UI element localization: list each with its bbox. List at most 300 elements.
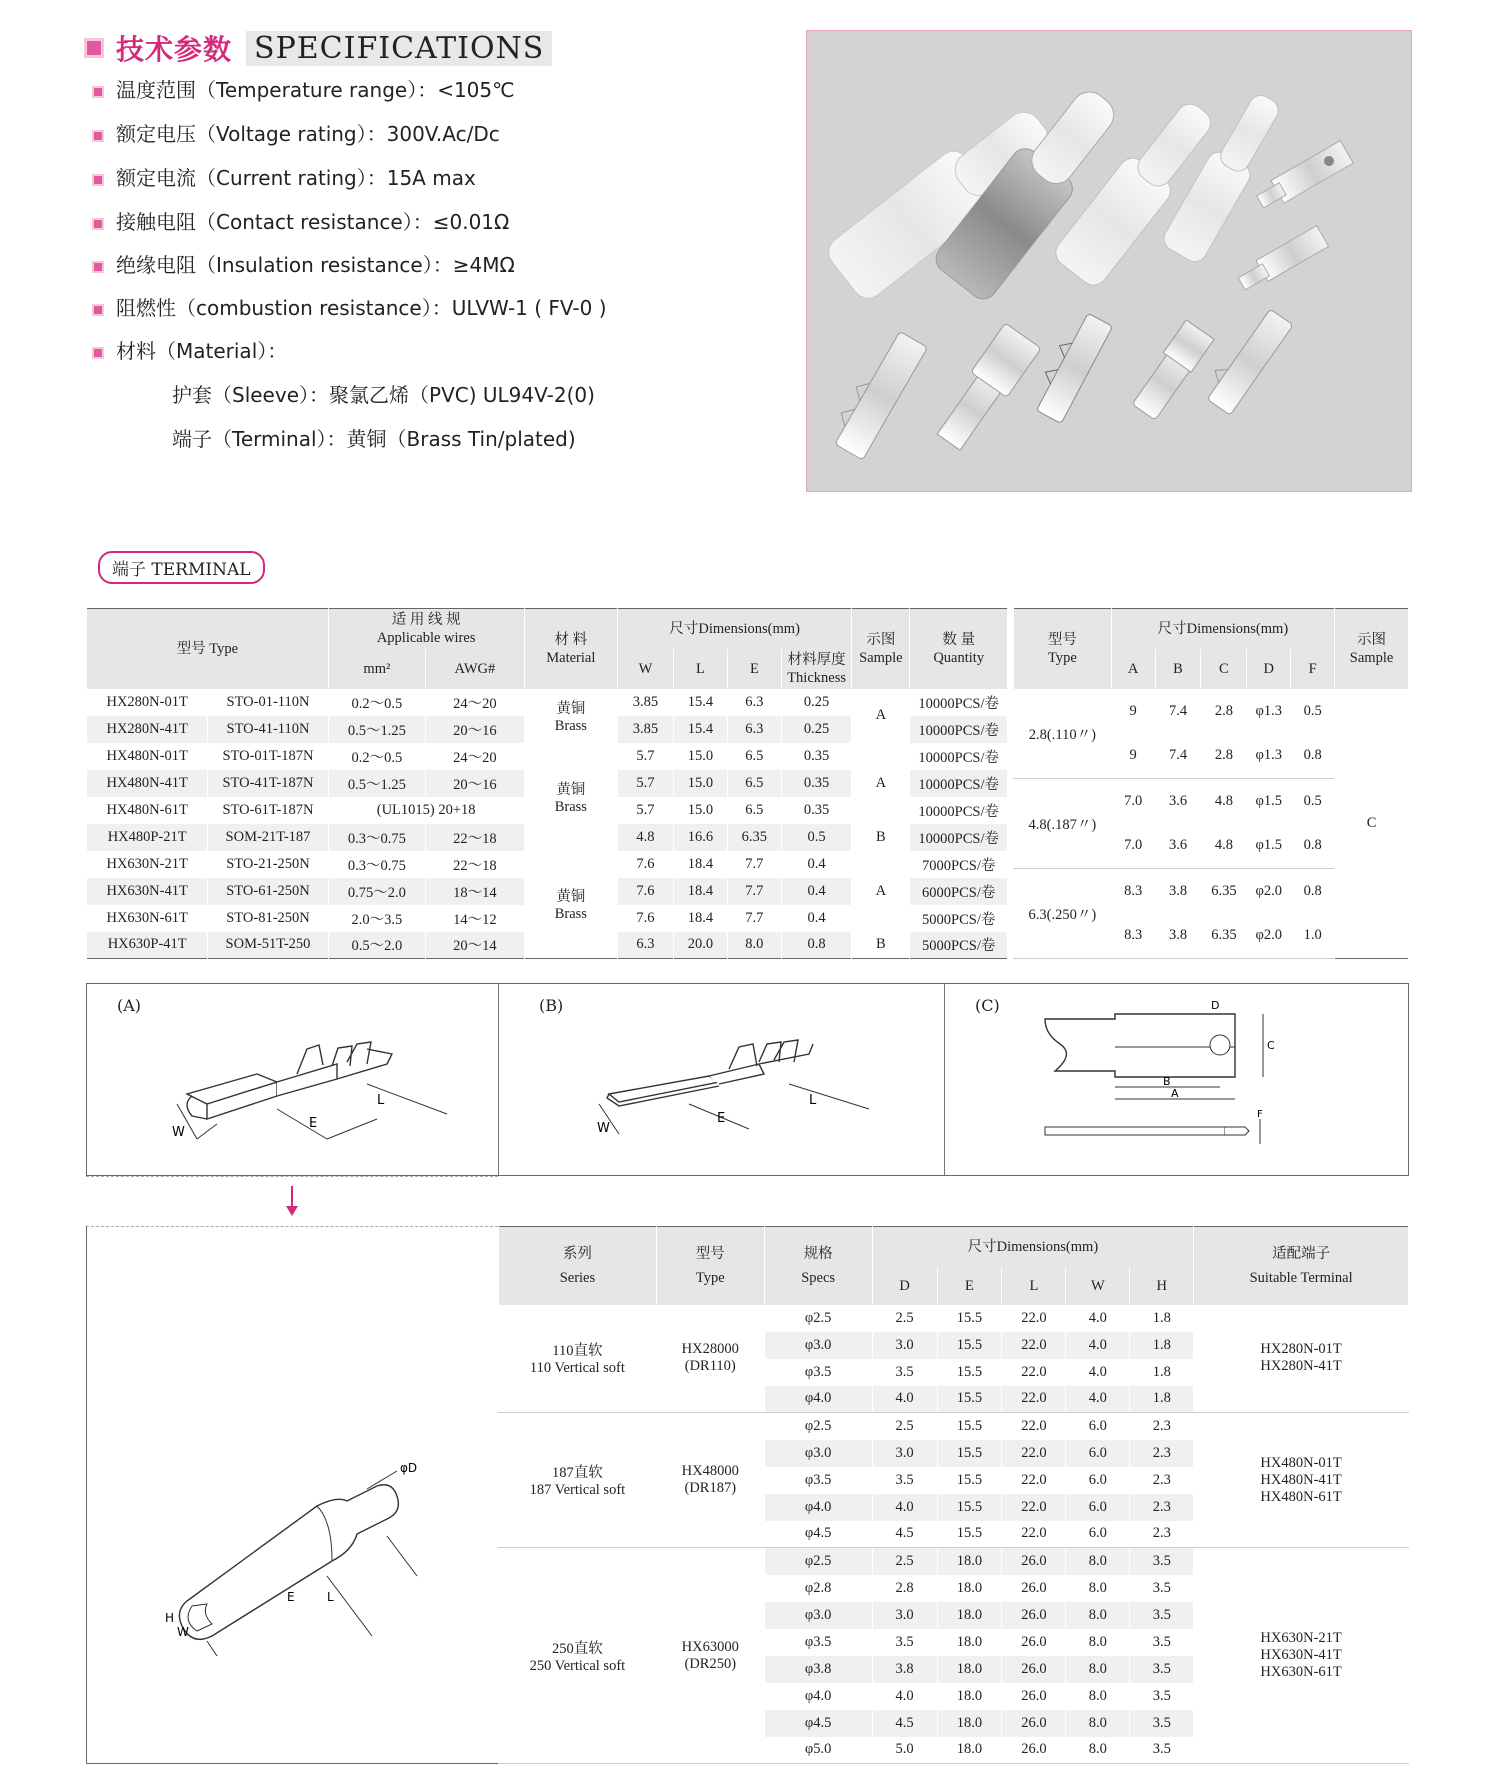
cell-dim: 15.5: [937, 1332, 1002, 1359]
spec-cn: 额定电压: [116, 122, 196, 146]
cell-dim: 4.0: [872, 1494, 937, 1521]
cell-mm2: 0.5～2.0: [328, 932, 425, 959]
col-a: A: [1111, 649, 1155, 689]
cell-dim: 15.5: [937, 1386, 1002, 1413]
cell-thickness: 0.5: [781, 824, 852, 851]
cell-spec: φ3.8: [764, 1656, 872, 1683]
dim-b-label: B: [1163, 1075, 1171, 1088]
cell-quantity: 6000PCS/卷: [910, 878, 1008, 905]
table-row: [499, 1305, 1409, 1332]
cell-awg: 24～20: [426, 743, 525, 770]
cell-dim: 4.0: [1066, 1359, 1130, 1386]
cell-l: 15.0: [673, 797, 727, 824]
cell-dim: 15.5: [937, 1305, 1002, 1332]
cell-dim: 3.0: [872, 1332, 937, 1359]
cell-thickness: 0.25: [781, 716, 852, 743]
cell-dim: 4.8: [1201, 779, 1247, 824]
col-type: 型号 Type: [87, 609, 329, 689]
spec-item: [92, 292, 607, 321]
cell-dim: 18.0: [937, 1656, 1002, 1683]
cell-dim: 18.0: [937, 1548, 1002, 1575]
material-cn: 端子: [172, 427, 212, 451]
col-qty-cn: 数 量: [942, 631, 976, 648]
col-suitable-en: Suitable Terminal: [1249, 1269, 1353, 1286]
series-en: 110 Vertical soft: [529, 1360, 625, 1377]
cell-spec: φ3.0: [764, 1602, 872, 1629]
cell-sample: A: [852, 851, 910, 932]
spec-value: ：15A max: [366, 166, 476, 190]
col-specs-cn: 规格: [803, 1245, 833, 1262]
cell-mm2: 0.75～2.0: [328, 878, 425, 905]
sleeve-drawing: [157, 1426, 487, 1656]
cell-dim: 4.0: [872, 1386, 937, 1413]
table-row: [1014, 689, 1409, 734]
cell-spec: φ4.0: [764, 1494, 872, 1521]
col-d: D: [1247, 649, 1291, 689]
cell-awg: 22～18: [426, 851, 525, 878]
series-cn: 110直软: [552, 1343, 603, 1360]
col-mm2: mm²: [328, 649, 425, 689]
cell-l: 15.0: [673, 743, 727, 770]
cell-dim: 3.5: [1130, 1629, 1194, 1656]
spec-en: （Material）: [156, 339, 268, 363]
female-terminal-drawing: [137, 1024, 497, 1164]
cell-dim: 3.6: [1155, 824, 1201, 869]
dim-e-label: E: [717, 1111, 726, 1126]
cell-dim: 22.0: [1002, 1521, 1066, 1548]
dim-d-label: D: [1211, 999, 1220, 1012]
cell-thickness: 0.35: [781, 743, 852, 770]
cell-dim: 1.8: [1130, 1332, 1194, 1359]
cell-dim: 4.0: [872, 1683, 937, 1710]
cell-spec: φ4.5: [764, 1710, 872, 1737]
series-cn: 250直软: [552, 1640, 603, 1657]
cell-w: 7.6: [617, 905, 673, 932]
table-row: [499, 1413, 1409, 1440]
cell-l: 18.4: [673, 878, 727, 905]
cell-material: [524, 743, 617, 851]
type-alias: (DR250): [684, 1655, 737, 1672]
spec-item: [92, 335, 287, 364]
cell-type: [656, 1548, 764, 1764]
cell-dim: 2.3: [1130, 1413, 1194, 1440]
diagram-b: [499, 984, 945, 1175]
cell-dim: 15.5: [937, 1440, 1002, 1467]
cell-dim: 8.0: [1066, 1629, 1130, 1656]
cell-dim: 5.0: [872, 1737, 937, 1764]
col-awg: AWG#: [426, 649, 525, 689]
cell-dim: 8.0: [1066, 1548, 1130, 1575]
bullet-square-icon: [92, 86, 104, 98]
cell-dim: 8.0: [1066, 1575, 1130, 1602]
cell-dim: 3.8: [872, 1656, 937, 1683]
cell-dim: 7.4: [1155, 689, 1201, 734]
cell-model: HX630N-41T: [87, 878, 208, 905]
bullet-square-icon: [84, 38, 104, 58]
col-dimensions: 尺寸Dimensions(mm): [1111, 609, 1334, 649]
cell-dim: φ2.0: [1247, 914, 1291, 959]
brass-en: Brass: [554, 798, 587, 815]
cell-dim: 22.0: [1002, 1467, 1066, 1494]
dim-c-label: C: [1267, 1039, 1275, 1052]
type-code: HX28000: [681, 1341, 739, 1358]
cell-dim: 8.0: [1066, 1737, 1130, 1764]
col-b: B: [1155, 649, 1201, 689]
cell-type: STO-01-110N: [208, 689, 328, 716]
cell-dim: 22.0: [1002, 1494, 1066, 1521]
cell-quantity: 10000PCS/卷: [910, 797, 1008, 824]
cell-e: 6.3: [727, 716, 781, 743]
cell-dim: φ1.3: [1247, 689, 1291, 734]
cell-l: 15.4: [673, 716, 727, 743]
cell-dim: 15.5: [937, 1359, 1002, 1386]
cell-dim: 2.5: [872, 1413, 937, 1440]
cell-w: 4.8: [617, 824, 673, 851]
cell-dim: 4.5: [872, 1710, 937, 1737]
cell-dim: 3.5: [872, 1359, 937, 1386]
cell-e: 8.0: [727, 932, 781, 959]
cell-dim: 0.5: [1291, 779, 1335, 824]
cell-quantity: 5000PCS/卷: [910, 905, 1008, 932]
suitable-terminal: HX480N-01T: [1260, 1454, 1342, 1471]
col-type-en: Type: [1047, 649, 1077, 666]
cell-awg: 20～16: [426, 716, 525, 743]
cell-dim: 3.5: [1130, 1602, 1194, 1629]
cell-mm2: 2.0～3.5: [328, 905, 425, 932]
cell-dim: 2.5: [872, 1548, 937, 1575]
cell-w: 3.85: [617, 689, 673, 716]
material-item: [172, 379, 595, 408]
col-l: L: [673, 649, 727, 689]
cell-mm2: 0.2～0.5: [328, 743, 425, 770]
cell-l: 15.0: [673, 770, 727, 797]
cell-awg: 22～18: [426, 824, 525, 851]
col-e: E: [727, 649, 781, 689]
cell-dim: 18.0: [937, 1683, 1002, 1710]
cell-model: HX480N-01T: [87, 743, 208, 770]
col-l: L: [1002, 1267, 1066, 1305]
brass-cn: 黄铜: [556, 700, 586, 717]
cell-dim: 4.0: [1066, 1386, 1130, 1413]
terminal-diagrams: [86, 983, 1409, 1176]
cell-spec: φ3.5: [764, 1359, 872, 1386]
cell-spec: φ5.0: [764, 1737, 872, 1764]
cell-dim: 3.6: [1155, 779, 1201, 824]
cell-dim: φ1.5: [1247, 779, 1291, 824]
bullet-square-icon: [92, 304, 104, 316]
col-series-en: Series: [559, 1269, 596, 1286]
cell-dim: 2.8: [1201, 734, 1247, 779]
cell-model: HX480P-21T: [87, 824, 208, 851]
cell-e: 6.3: [727, 689, 781, 716]
title-en: SPECIFICATIONS: [246, 31, 552, 66]
cell-w: 5.7: [617, 743, 673, 770]
cell-dim: 18.0: [937, 1575, 1002, 1602]
col-sample-en: Sample: [859, 649, 903, 666]
cell-l: 16.6: [673, 824, 727, 851]
spec-item: [92, 206, 509, 235]
cell-dim: 2.3: [1130, 1467, 1194, 1494]
cell-dim: 18.0: [937, 1737, 1002, 1764]
cell-mm2: 0.5～1.25: [328, 716, 425, 743]
type-code: HX63000: [681, 1638, 739, 1655]
cell-dim: 3.5: [1130, 1683, 1194, 1710]
spec-en: （Contact resistance）: [196, 210, 413, 234]
material-cn: 护套: [172, 383, 212, 407]
cell-suitable: [1194, 1305, 1409, 1413]
cell-dim: 0.8: [1291, 824, 1335, 869]
cell-awg: 18～14: [426, 878, 525, 905]
cell-dim: 4.8: [1201, 824, 1247, 869]
spec-value: ：≤0.01Ω: [412, 210, 510, 234]
cell-series: [499, 1413, 657, 1548]
col-thickness-cn: 材料厚度: [787, 651, 846, 668]
tab-drawing: [1035, 999, 1395, 1169]
cell-type: STO-01T-187N: [208, 743, 328, 770]
dim-w-label: W: [172, 1125, 185, 1140]
dim-l-label: L: [327, 1590, 334, 1604]
cell-sample: A: [852, 689, 910, 743]
cell-spec: φ3.5: [764, 1629, 872, 1656]
dim-e-label: E: [309, 1116, 318, 1131]
cell-e: 6.5: [727, 770, 781, 797]
col-sample-cn: 示图: [866, 631, 896, 648]
cell-dim: 4.0: [1066, 1332, 1130, 1359]
dim-phid-label: φD: [400, 1461, 418, 1475]
cell-dim: 15.5: [937, 1413, 1002, 1440]
col-sample-cn: 示图: [1357, 631, 1387, 648]
cell-awg: 20～14: [426, 932, 525, 959]
col-w: W: [1066, 1267, 1130, 1305]
cell-dim: 22.0: [1002, 1359, 1066, 1386]
cell-quantity: 10000PCS/卷: [910, 716, 1008, 743]
cell-dim: 0.8: [1291, 734, 1335, 779]
spec-cn: 温度范围: [116, 78, 196, 102]
cell-dim: 7.0: [1111, 779, 1155, 824]
col-dimensions: 尺寸Dimensions(mm): [872, 1227, 1194, 1267]
cell-spec: φ4.5: [764, 1521, 872, 1548]
cell-dim: 2.5: [872, 1305, 937, 1332]
dim-w-label: W: [597, 1121, 610, 1136]
bullet-square-icon: [92, 218, 104, 230]
spec-value: ：≥4MΩ: [432, 253, 515, 277]
cell-dim: 22.0: [1002, 1413, 1066, 1440]
type-code: HX48000: [681, 1463, 739, 1479]
cell-type: STO-41-110N: [208, 716, 328, 743]
cell-dim: 3.5: [872, 1629, 937, 1656]
cell-dim: 18.0: [937, 1710, 1002, 1737]
cell-dim: 0.5: [1291, 689, 1335, 734]
cell-e: 6.5: [727, 797, 781, 824]
col-series-cn: 系列: [562, 1245, 592, 1262]
cell-sample: B: [852, 824, 910, 851]
spec-en: （Insulation resistance）: [196, 253, 433, 277]
cell-mm2: 0.3～0.75: [328, 851, 425, 878]
cell-sample: A: [852, 743, 910, 824]
cell-dim: 8.0: [1066, 1656, 1130, 1683]
cell-wire: (UL1015) 20+18: [328, 797, 524, 824]
cell-dim: 9: [1111, 689, 1155, 734]
cell-type: SOM-51T-250: [208, 932, 328, 959]
terminal-spec-table: [86, 608, 1008, 959]
suitable-terminal: HX630N-61T: [1260, 1664, 1342, 1680]
cell-model: HX480N-41T: [87, 770, 208, 797]
cell-dim: 26.0: [1002, 1710, 1066, 1737]
spec-item: [92, 249, 515, 278]
suitable-terminal: HX630N-21T: [1260, 1630, 1342, 1646]
col-wire-cn: 适 用 线 规: [391, 611, 461, 628]
spec-value: ：300V.Ac/Dc: [366, 122, 500, 146]
diagram-c-label: (C): [975, 996, 1000, 1015]
suitable-terminal: HX480N-61T: [1260, 1488, 1342, 1505]
cell-type: 4.8(.187〃): [1014, 779, 1112, 869]
table-row: [87, 689, 1008, 716]
cell-l: 18.4: [673, 905, 727, 932]
spec-value: ：<105℃: [417, 78, 515, 102]
dashed-divider: [86, 1176, 498, 1177]
cell-thickness: 0.4: [781, 905, 852, 932]
spec-value: ：ULVW-1 ( FV-0 ): [431, 296, 607, 320]
cell-dim: 8.3: [1111, 914, 1155, 959]
cell-dim: 3.0: [872, 1602, 937, 1629]
spec-item: [92, 162, 476, 191]
spec-cn: 材料: [116, 339, 156, 363]
cell-e: 6.5: [727, 743, 781, 770]
cell-e: 6.35: [727, 824, 781, 851]
col-h: H: [1130, 1267, 1194, 1305]
cell-model: HX480N-61T: [87, 797, 208, 824]
diagram-a-label: (A): [117, 996, 142, 1015]
table-row: [499, 1548, 1409, 1575]
cell-dim: 22.0: [1002, 1305, 1066, 1332]
title-cn: 技术参数: [116, 33, 233, 66]
cell-dim: 1.0: [1291, 914, 1335, 959]
terminal-sleeve-image: [807, 31, 1413, 493]
cell-quantity: 7000PCS/卷: [910, 851, 1008, 878]
cell-dim: 2.3: [1130, 1440, 1194, 1467]
cell-type: STO-41T-187N: [208, 770, 328, 797]
cell-dim: 18.0: [937, 1629, 1002, 1656]
spec-cn: 阻燃性: [116, 296, 176, 320]
product-photo: [806, 30, 1412, 492]
series-en: 250 Vertical soft: [529, 1657, 626, 1674]
cell-sample: B: [852, 932, 910, 959]
sleeve-spec-table: [498, 1226, 1409, 1764]
cell-mm2: 0.5～1.25: [328, 770, 425, 797]
cell-l: 20.0: [673, 932, 727, 959]
suitable-terminal: HX280N-41T: [1260, 1358, 1342, 1375]
arrow-down-icon: [284, 1186, 300, 1218]
cell-dim: 18.0: [937, 1602, 1002, 1629]
cell-spec: φ2.5: [764, 1413, 872, 1440]
cell-dim: 4.0: [1066, 1305, 1130, 1332]
cell-w: 7.6: [617, 878, 673, 905]
type-alias: (DR187): [684, 1480, 737, 1496]
cell-spec: φ4.0: [764, 1386, 872, 1413]
col-wire-en: Applicable wires: [376, 629, 476, 646]
cell-dim: 6.0: [1066, 1440, 1130, 1467]
series-en: 187 Vertical soft: [529, 1482, 626, 1498]
col-material-cn: 材 料: [554, 631, 588, 648]
cell-type: 6.3(.250〃): [1014, 869, 1112, 959]
cell-thickness: 0.8: [781, 932, 852, 959]
cell-e: 7.7: [727, 905, 781, 932]
cell-dim: 3.8: [1155, 869, 1201, 914]
cell-model: HX630P-41T: [87, 932, 208, 959]
brass-cn: 黄铜: [556, 781, 586, 798]
cell-spec: φ2.8: [764, 1575, 872, 1602]
cell-thickness: 0.35: [781, 770, 852, 797]
cell-sample: C: [1335, 689, 1409, 959]
cell-type: STO-21-250N: [208, 851, 328, 878]
spec-en: （Current rating）: [196, 166, 367, 190]
cell-w: 5.7: [617, 770, 673, 797]
cell-dim: 3.5: [1130, 1548, 1194, 1575]
diagram-c: [945, 984, 1410, 1175]
cell-quantity: 10000PCS/卷: [910, 770, 1008, 797]
male-terminal-drawing: [559, 1024, 929, 1164]
col-d: D: [872, 1267, 937, 1305]
cell-type: 2.8(.110〃): [1014, 689, 1112, 779]
bullet-square-icon: [92, 174, 104, 186]
bullet-square-icon: [92, 130, 104, 142]
col-material-en: Material: [546, 649, 596, 666]
cell-type: SOM-21T-187: [208, 824, 328, 851]
cell-spec: φ3.0: [764, 1332, 872, 1359]
cell-model: HX280N-41T: [87, 716, 208, 743]
cell-thickness: 0.25: [781, 689, 852, 716]
cell-model: HX630N-61T: [87, 905, 208, 932]
material-en: （Sleeve）: [212, 383, 310, 407]
cell-dim: 6.35: [1201, 869, 1247, 914]
table-row: [87, 851, 1008, 878]
cell-dim: 4.5: [872, 1521, 937, 1548]
cell-dim: φ2.0: [1247, 869, 1291, 914]
cell-dim: 6.0: [1066, 1413, 1130, 1440]
table-row: [87, 743, 1008, 770]
dim-a-label: A: [1171, 1087, 1179, 1100]
cell-dim: 26.0: [1002, 1548, 1066, 1575]
cell-dim: 3.5: [1130, 1710, 1194, 1737]
diagram-b-label: (B): [539, 996, 564, 1015]
dim-h-label: H: [165, 1611, 175, 1625]
cell-dim: 2.8: [872, 1575, 937, 1602]
cell-dim: 26.0: [1002, 1737, 1066, 1764]
cell-type: [656, 1305, 764, 1413]
cell-dim: 3.5: [1130, 1575, 1194, 1602]
cell-quantity: 10000PCS/卷: [910, 689, 1008, 716]
cell-w: 3.85: [617, 716, 673, 743]
cell-dim: 26.0: [1002, 1629, 1066, 1656]
cell-material: [524, 689, 617, 743]
col-w: W: [617, 649, 673, 689]
spec-cn: 额定电流: [116, 166, 196, 190]
cell-dim: 3.5: [1130, 1737, 1194, 1764]
cell-dim: 0.8: [1291, 869, 1335, 914]
dim-f-label: F: [1257, 1109, 1263, 1120]
cell-spec: φ3.5: [764, 1467, 872, 1494]
suitable-terminal: HX480N-41T: [1260, 1471, 1342, 1488]
cell-type: STO-61-250N: [208, 878, 328, 905]
cell-quantity: 10000PCS/卷: [910, 824, 1008, 851]
cell-dim: 1.8: [1130, 1305, 1194, 1332]
cell-dim: 22.0: [1002, 1440, 1066, 1467]
cell-dim: 2.8: [1201, 689, 1247, 734]
cell-dim: 15.5: [937, 1521, 1002, 1548]
cell-model: HX630N-21T: [87, 851, 208, 878]
cell-awg: 24～20: [426, 689, 525, 716]
spec-item: [92, 118, 500, 147]
